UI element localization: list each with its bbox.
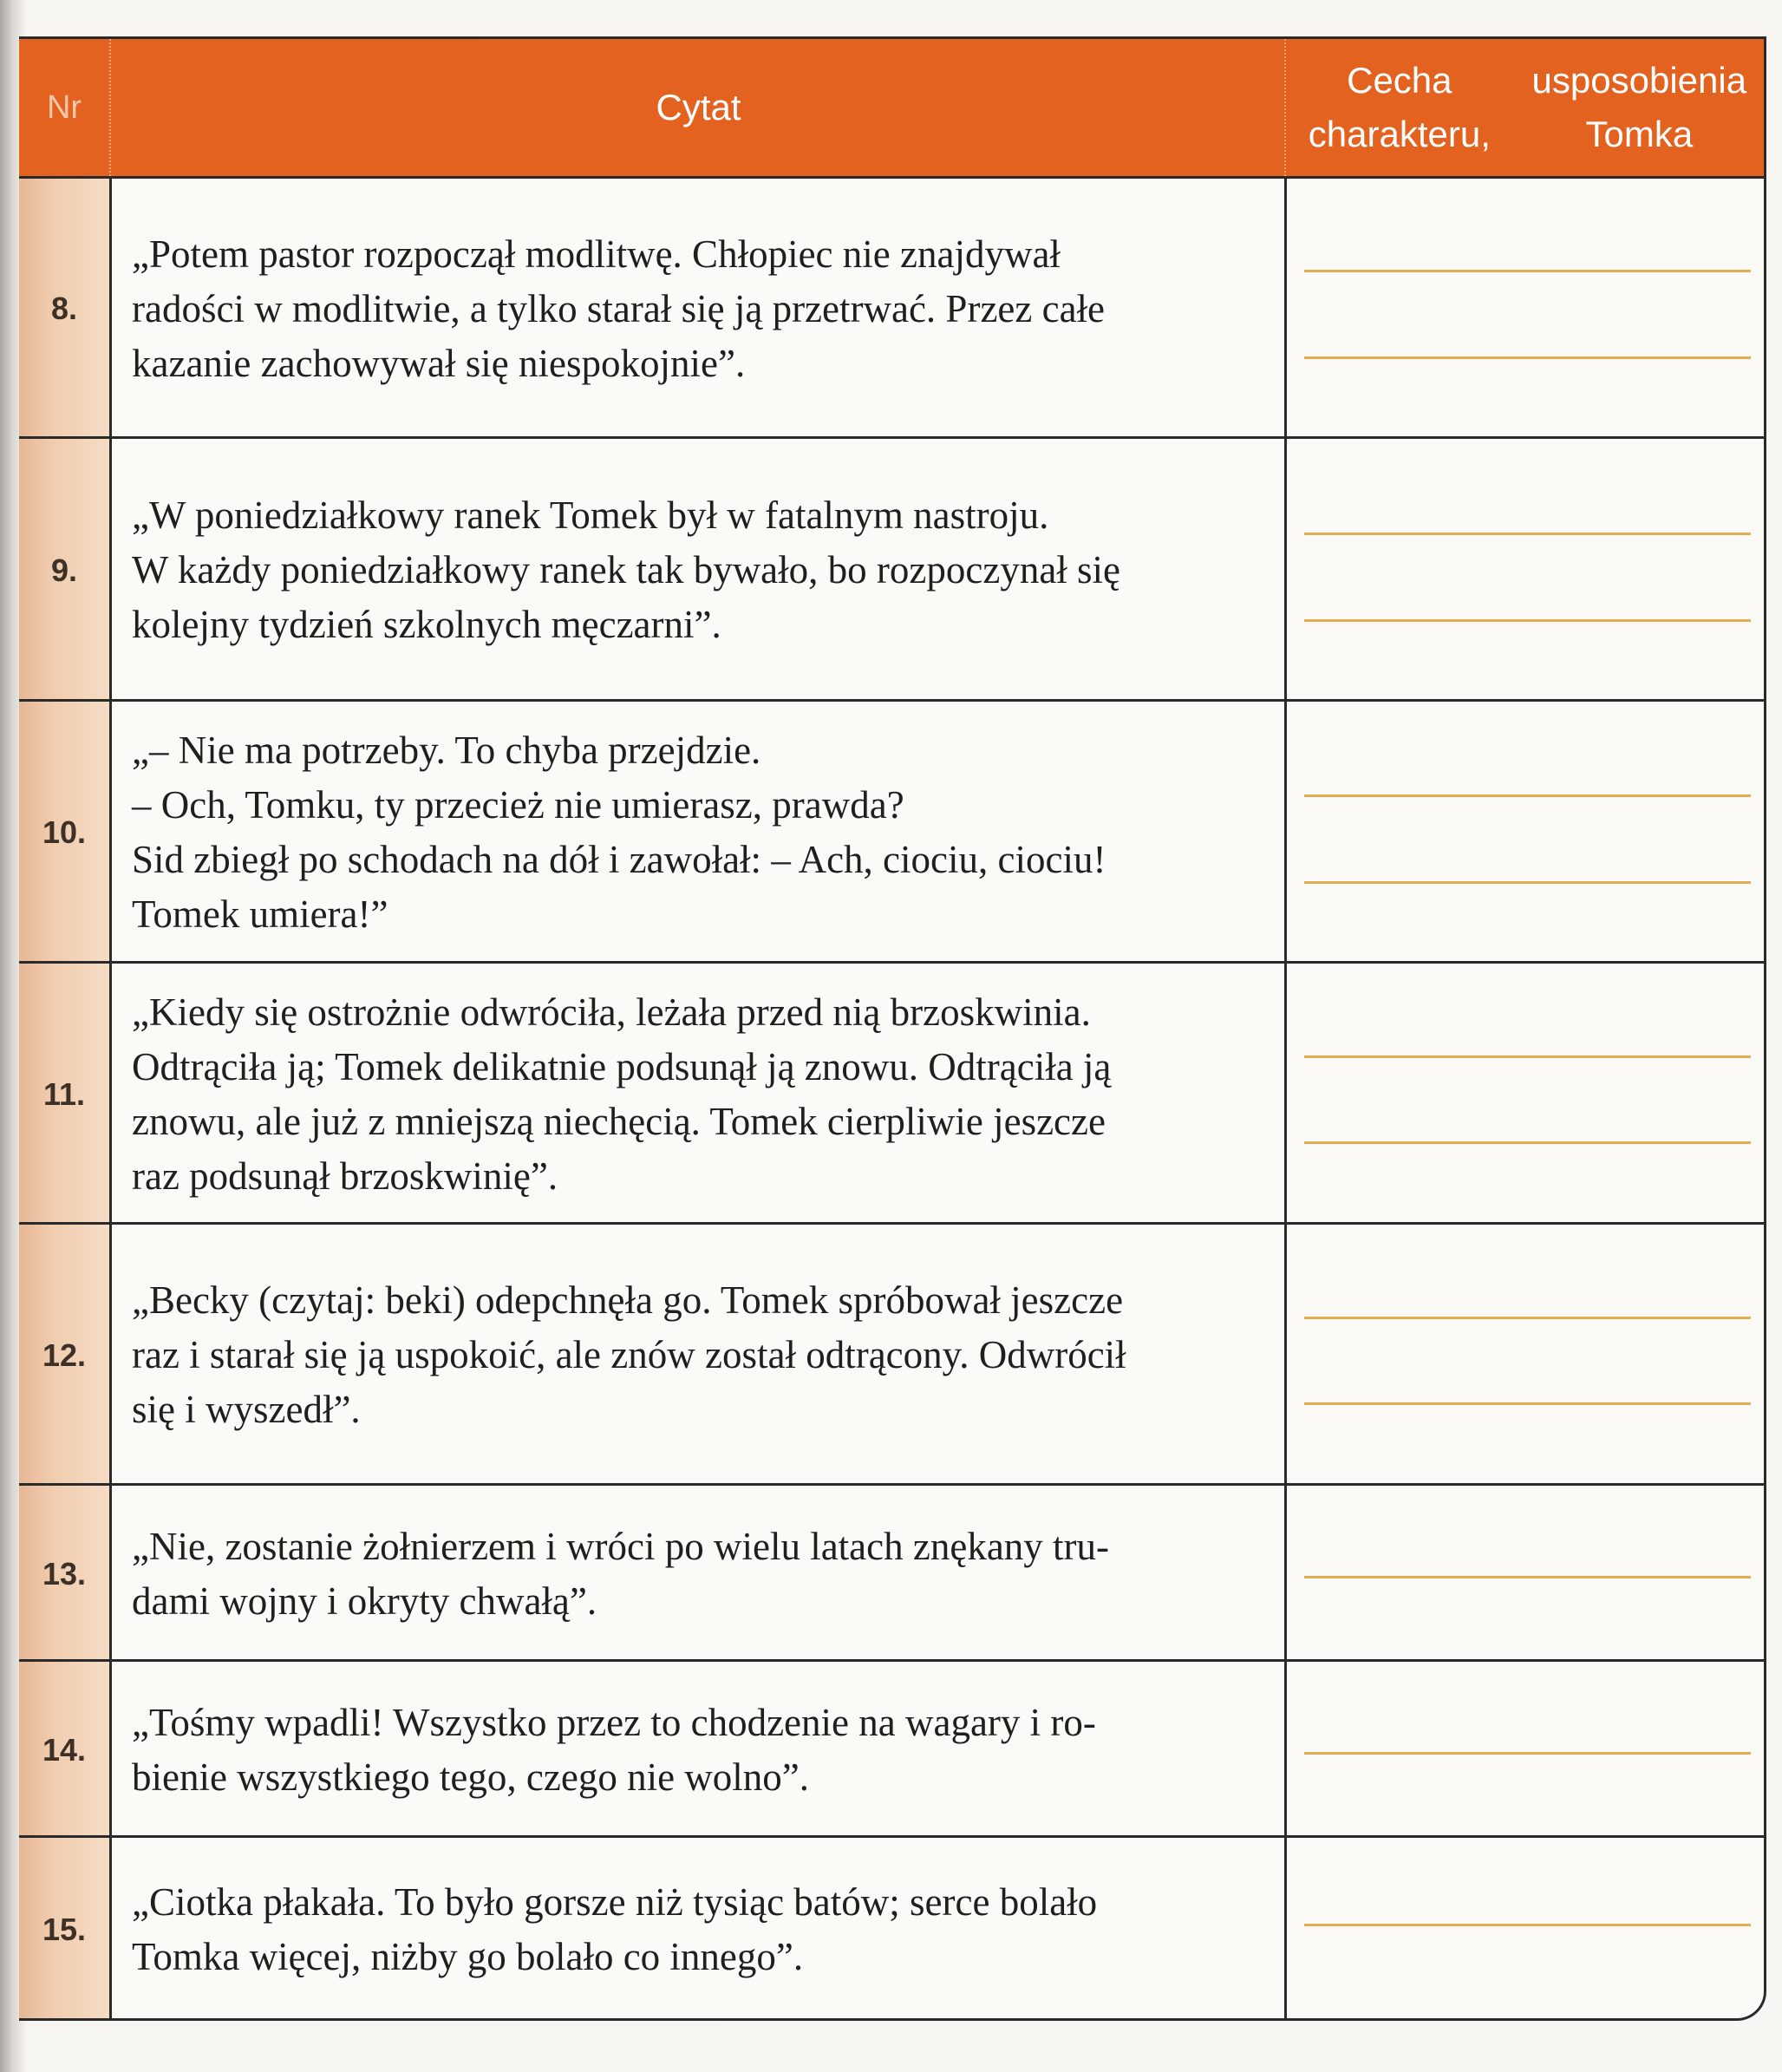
header-nr: Nr — [46, 88, 82, 126]
answer-line[interactable] — [1304, 1576, 1751, 1579]
answer-line[interactable] — [1304, 1924, 1751, 1926]
header-trait — [1284, 39, 1766, 176]
row-number: 13. — [42, 1555, 87, 1592]
table-header — [19, 39, 1764, 176]
answer-line[interactable] — [1304, 1317, 1751, 1319]
answer-cell[interactable] — [1284, 964, 1764, 1225]
row-number: 15. — [42, 1911, 87, 1947]
answer-line[interactable] — [1304, 270, 1751, 272]
quote-cell — [109, 1838, 1284, 2021]
row-number: 11. — [42, 1075, 86, 1112]
quote-cell — [109, 179, 1284, 439]
answer-line[interactable] — [1304, 1056, 1751, 1058]
row-number: 8. — [50, 291, 78, 326]
row-number: 10. — [42, 814, 87, 850]
table-row — [19, 176, 1764, 439]
quote-cell — [109, 1225, 1284, 1486]
answer-cell[interactable] — [1284, 1486, 1764, 1662]
answer-line[interactable] — [1304, 533, 1751, 535]
table-row — [19, 961, 1764, 1225]
quote-text: „Kiedy się ostrożnie odwróciła, leżała przed nią brzoskwinia. Odtrąciła ją; Tomek delikatnie podsunął ją znowu. Odtrąciła ją znowu, ale już z mniejszą niechęcią. Tomek cierpliwie jeszcze raz podsunął brzoskwinię”. — [132, 990, 1112, 1198]
table-row — [19, 1483, 1764, 1662]
answer-line[interactable] — [1304, 1402, 1751, 1405]
quote-text: „W poniedziałkowy ranek Tomek był w fatalnym nastroju. W każdy poniedziałkowy ranek tak bywało, bo rozpoczynał się kolejny tydzień szkolnych męczarni”. — [132, 493, 1121, 646]
table-row — [19, 1835, 1764, 2021]
table-row — [19, 1222, 1764, 1486]
answer-line[interactable] — [1304, 1752, 1751, 1755]
quote-text: „Becky (czytaj: beki) odepchnęła go. Tomek spróbował jeszcze raz i starał się ją uspokoić, ale znów został odtrącony. Odwrócił się i wyszedł”. — [132, 1278, 1126, 1431]
header-trait-line-2: usposobienia Tomka — [1531, 60, 1747, 154]
quote-text: „Tośmy wpadli! Wszystko przez to chodzenie na wagary i ro- bienie wszystkiego tego, czego nie wolno”. — [132, 1700, 1096, 1799]
table-row — [19, 436, 1764, 702]
quote-text: „Nie, zostanie żołnierzem i wróci po wielu latach znękany tru- dami wojny i okryty chwałą”. — [132, 1524, 1110, 1623]
table-row — [19, 699, 1764, 964]
row-number: 12. — [42, 1337, 87, 1373]
header-trait-line-1: Cecha charakteru, — [1308, 60, 1491, 154]
quotes-table — [19, 36, 1766, 2021]
quote-text: „Ciotka płakała. To było gorsze niż tysiąc batów; serce bolało Tomka więcej, niżby go bolało co innego”. — [132, 1879, 1098, 1978]
quote-cell — [109, 1486, 1284, 1662]
answer-cell[interactable] — [1284, 702, 1764, 964]
answer-cell[interactable] — [1284, 1225, 1764, 1486]
answer-cell[interactable] — [1284, 1838, 1764, 2021]
answer-line[interactable] — [1304, 619, 1751, 622]
answer-cell[interactable] — [1284, 179, 1764, 439]
quote-cell — [109, 1662, 1284, 1838]
answer-cell[interactable] — [1284, 439, 1764, 702]
quote-text: „Potem pastor rozpoczął modlitwę. Chłopiec nie znajdywał radości w modlitwie, a tylko starał się ją przetrwać. Przez całe kazanie zachowywał się niespokojnie”. — [132, 232, 1106, 385]
answer-line[interactable] — [1304, 881, 1751, 884]
row-number: 9. — [50, 552, 78, 588]
quote-text: „– Nie ma potrzeby. To chyba przejdzie. – Och, Tomku, ty przecież nie umierasz, prawda? Sid zbiegł po schodach na dół i zawołał: – Ach, ciociu, ciociu! Tomek umiera!” — [132, 729, 1106, 936]
answer-cell[interactable] — [1284, 1662, 1764, 1838]
quote-cell — [109, 964, 1284, 1225]
row-number: 14. — [42, 1731, 87, 1768]
header-quote: Cytat — [109, 39, 1286, 176]
answer-line[interactable] — [1304, 1141, 1751, 1144]
quote-cell — [109, 702, 1284, 964]
answer-line[interactable] — [1304, 794, 1751, 797]
quote-cell — [109, 439, 1284, 702]
answer-line[interactable] — [1304, 356, 1751, 359]
table-row — [19, 1659, 1764, 1838]
